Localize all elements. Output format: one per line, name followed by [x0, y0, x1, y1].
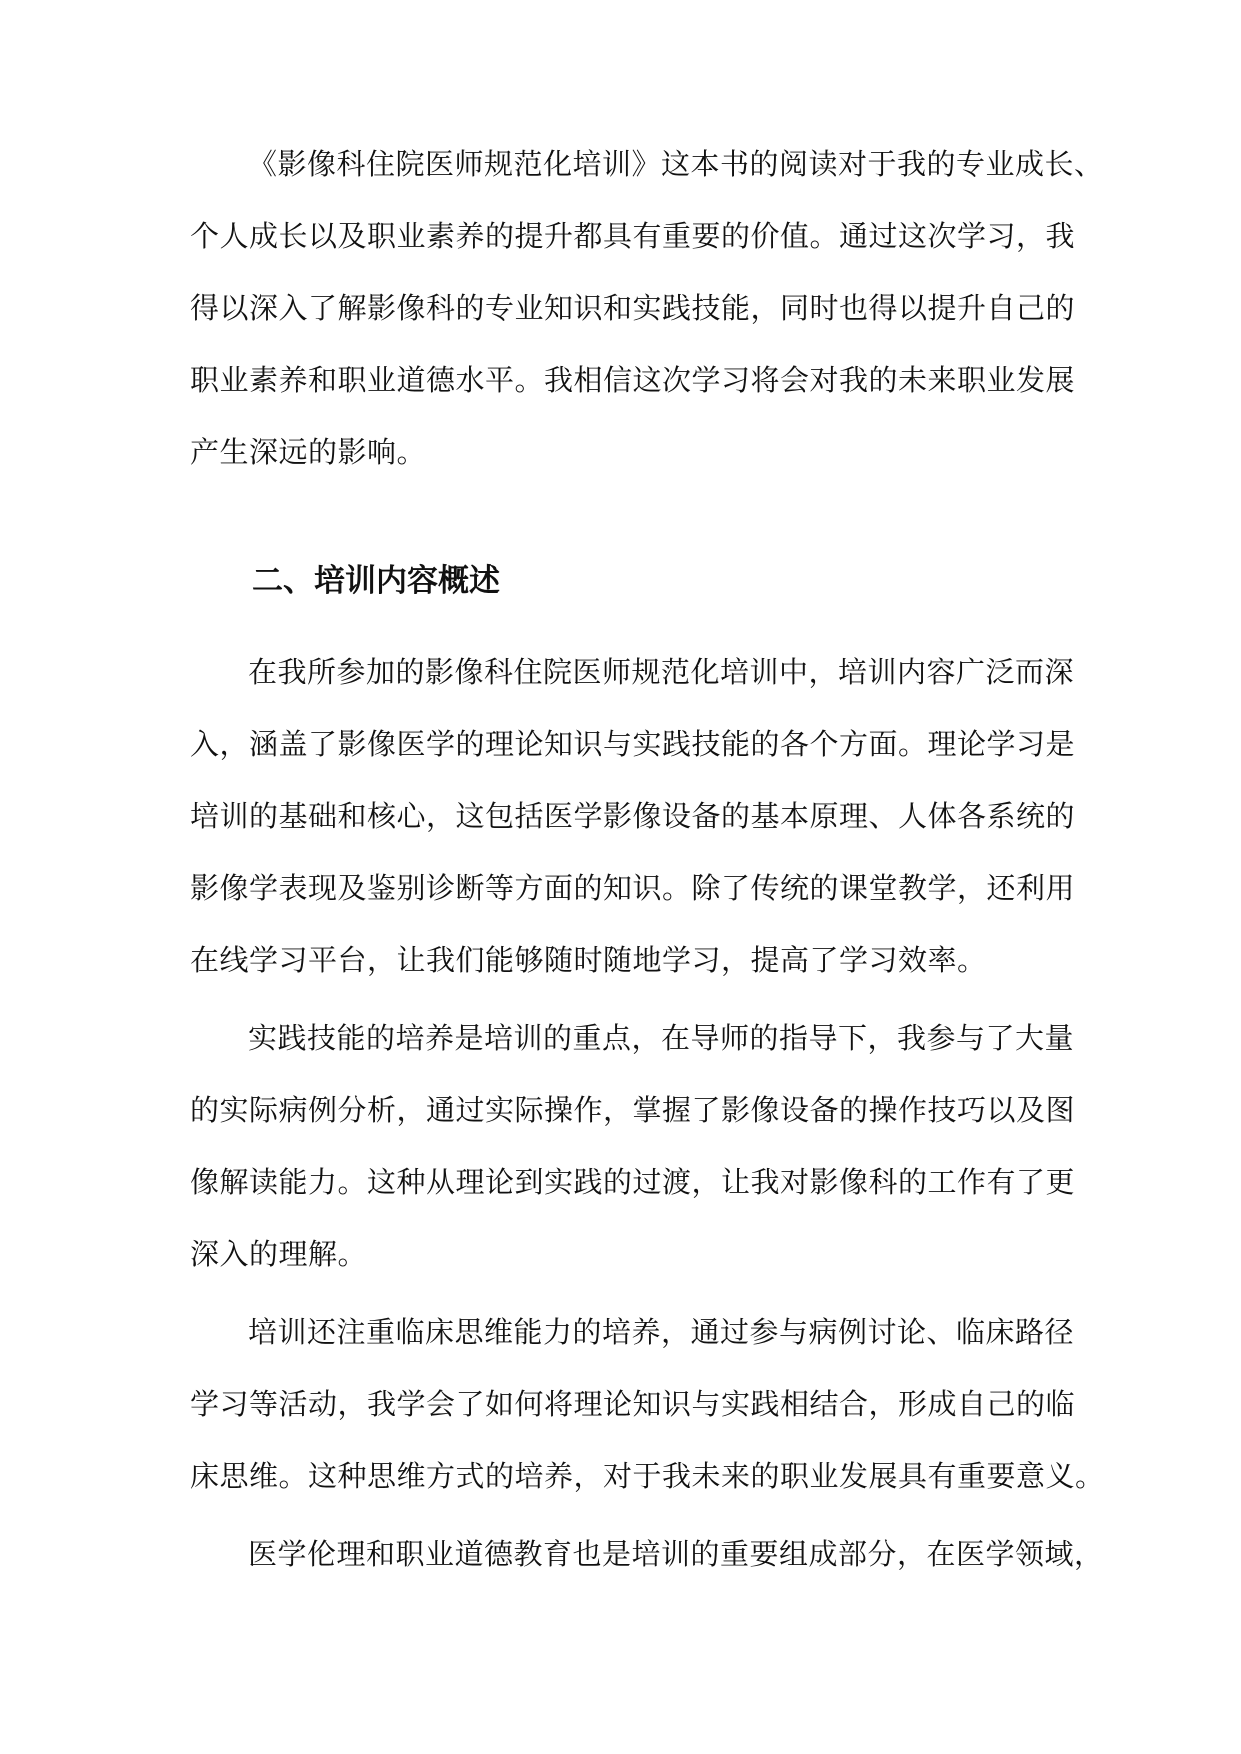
- text-line: 像解读能力。这种从理论到实践的过渡，让我对影像科的工作有了更: [190, 1165, 1076, 1199]
- text-line: 影像学表现及鉴别诊断等方面的知识。除了传统的课堂教学，还利用: [190, 871, 1076, 905]
- paragraph-training-overview: [190, 636, 1076, 996]
- text-line: 《影像科住院医师规范化培训》这本书的阅读对于我的专业成长、: [248, 147, 1104, 181]
- text-line: 入，涵盖了影像医学的理论知识与实践技能的各个方面。理论学习是: [190, 727, 1076, 761]
- text-line: 的实际病例分析，通过实际操作，掌握了影像设备的操作技巧以及图: [190, 1093, 1076, 1127]
- text-line: 在我所参加的影像科住院医师规范化培训中，培训内容广泛而深: [248, 655, 1075, 689]
- text-line: 个人成长以及职业素养的提升都具有重要的价值。通过这次学习，我: [190, 219, 1076, 253]
- text-line: 学习等活动，我学会了如何将理论知识与实践相结合，形成自己的临: [190, 1387, 1076, 1421]
- paragraph-clinical-thinking: [190, 1296, 1105, 1512]
- text-line: 培训还注重临床思维能力的培养，通过参与病例讨论、临床路径: [248, 1315, 1075, 1349]
- text-line: 床思维。这种思维方式的培养，对于我未来的职业发展具有重要意义。: [190, 1459, 1105, 1493]
- text-line: 在线学习平台，让我们能够随时随地学习，提高了学习效率。: [190, 943, 987, 977]
- section-heading: 二、培训内容概述: [252, 563, 500, 599]
- paragraph-intro-conclusion: [190, 128, 1104, 488]
- text-line: 深入的理解。: [190, 1237, 368, 1271]
- text-line: 培训的基础和核心，这包括医学影像设备的基本原理、人体各系统的: [190, 799, 1076, 833]
- text-line: 得以深入了解影像科的专业知识和实践技能，同时也得以提升自己的: [190, 291, 1076, 325]
- paragraph-medical-ethics: [190, 1518, 1104, 1590]
- text-line: 医学伦理和职业道德教育也是培训的重要组成部分，在医学领域，: [248, 1537, 1104, 1571]
- paragraph-practical-skills: [190, 1002, 1076, 1290]
- text-line: 职业素养和职业道德水平。我相信这次学习将会对我的未来职业发展: [190, 363, 1076, 397]
- text-line: 产生深远的影响。: [190, 435, 427, 469]
- text-line: 实践技能的培养是培训的重点，在导师的指导下，我参与了大量: [248, 1021, 1075, 1055]
